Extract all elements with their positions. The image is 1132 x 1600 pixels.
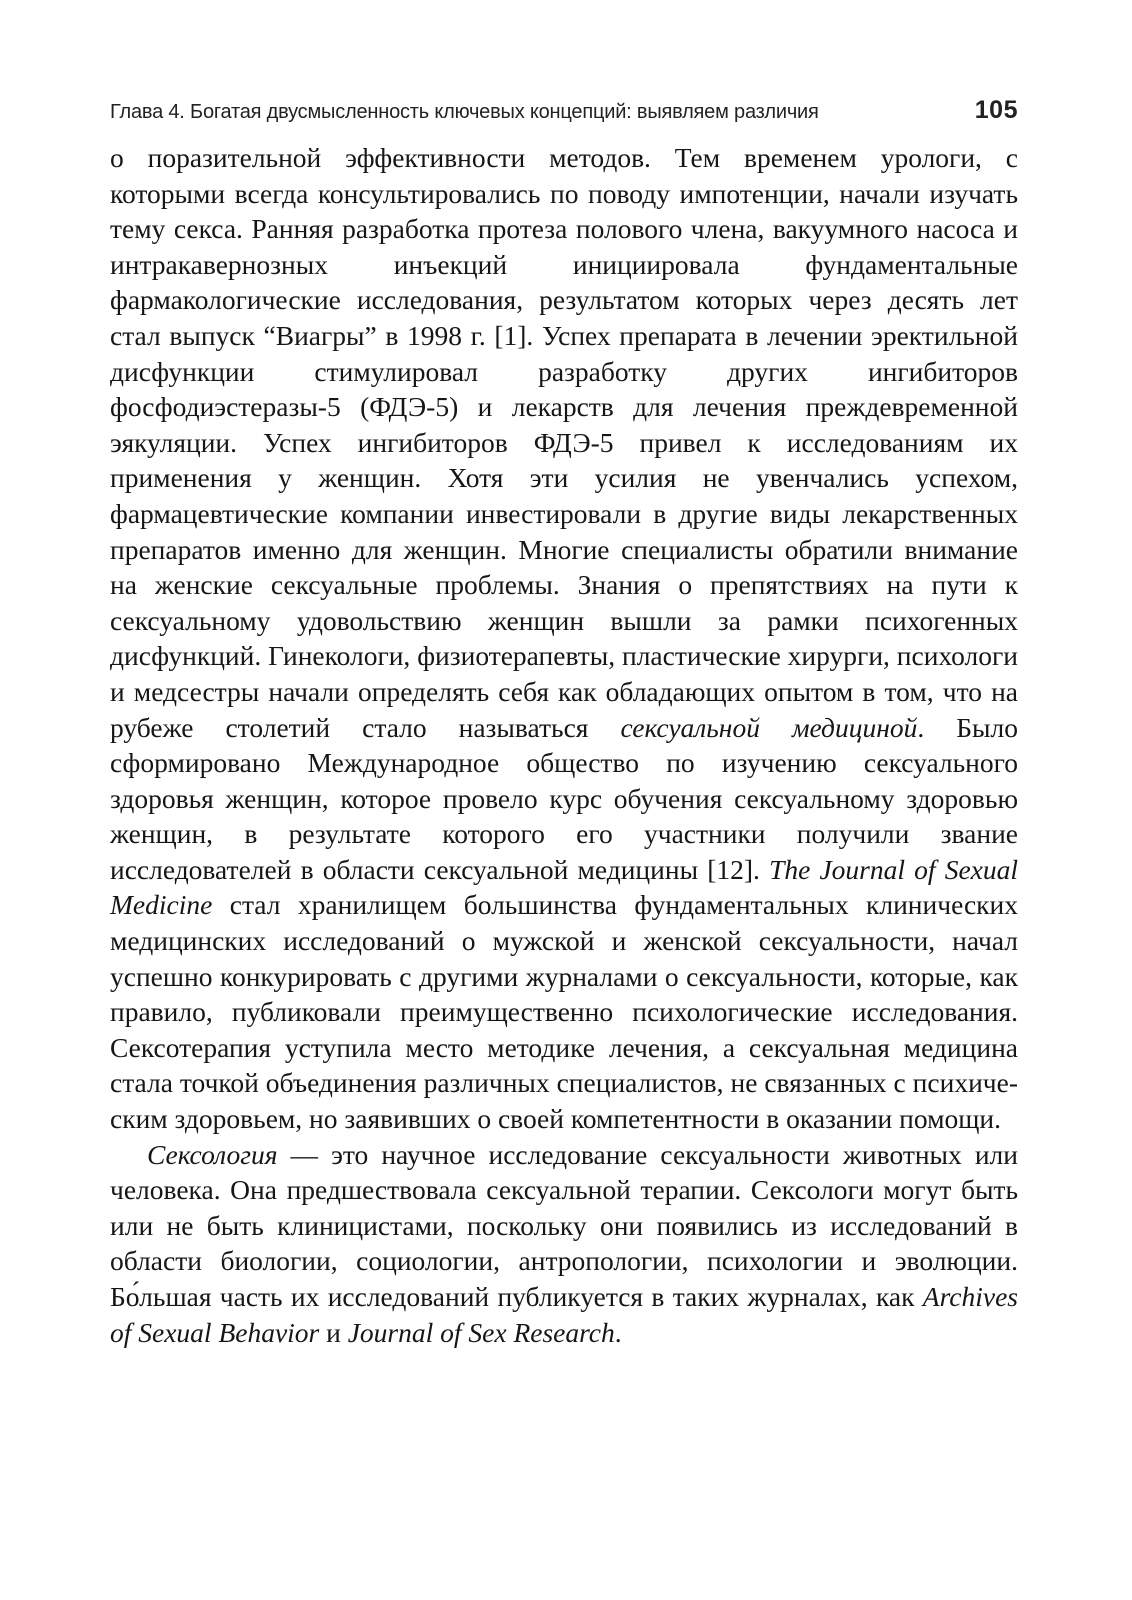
body-text bbox=[110, 140, 1018, 1350]
journal-title: Journal of Sex Research bbox=[347, 1316, 615, 1348]
text-run: стал хранилищем большинства фундаментальных клинических медицинских исследований о мужской и женской сексуальности, начал успешно конкурировать с другими журналами о сексуальности, которые, как правило, публиковали преимущественно психологические исследования. Сексотерапия уступила место методике лечения, а сексуальная медицина стала точкой объединения различных специалистов, не связанных с психическим здоровьем, но заявивших о своей компетентности в оказании помощи. bbox=[110, 889, 1018, 1135]
journal-title: The Journal of Sexual Medicine bbox=[110, 853, 1019, 921]
text-run: . Было сформировано Международное общество по изучению сексуального здоровья женщин, которое провело курс обучения сексуальному здоровью женщин, в результате которого его участники получили звание исследователей в области сексуальной медицины [12]. bbox=[110, 711, 1018, 885]
paragraph bbox=[110, 1137, 1018, 1351]
italic-term: Сексология bbox=[147, 1138, 278, 1170]
running-head bbox=[110, 96, 1018, 128]
paragraph bbox=[110, 140, 1018, 1137]
text-run: . bbox=[614, 1316, 622, 1348]
text-run: и bbox=[319, 1316, 348, 1348]
text-run: — это научное исследование сексуальности животных или человека. Она предшествовала сексуальной терапии. Сексологи могут быть или не быть клиницистами, поскольку они появились из исследований в области биологии, социологии, антропологии, психологии и эволюции. Бо́льшая часть их исследований публикуется в таких журналах, как bbox=[110, 1138, 1018, 1312]
book-page bbox=[110, 96, 1018, 1350]
italic-term: сексуальной медициной bbox=[620, 711, 918, 743]
chapter-title: Глава 4. Богатая двусмысленность ключевых концепций: выявляем различия bbox=[110, 101, 819, 123]
page-number: 105 bbox=[974, 96, 1018, 124]
journal-title: Archives of Sexual Behavior bbox=[110, 1281, 1018, 1348]
text-run: о поразительной эффективности методов. Тем временем урологи, с которыми всегда консультировались по поводу импотенции, начали изучать тему секса. Ранняя разработка протеза полового члена, вакуумного насоса и интракавернозных инъекций инициировала фундаментальные фармакологические исследования, результатом которых через десять лет стал выпуск “Виагры” в 1998 г. [1]. Успех препарата в лечении эректильной дисфункции стимулировал разработку других ингибиторов фосфодиэстеразы-5 (ФДЭ-5) и лекарств для лечения преждевременной эякуляции. Успех ингибиторов ФДЭ-5 привел к исследованиям их применения у женщин. Хотя эти усилия не увенчались успехом, фармацевтические компании инвестировали в другие виды лекарственных препаратов именно для женщин. Многие специалисты обратили внимание на женские сексуальные проблемы. Знания о препятствиях на пути к сексуальному удовольствию женщин вышли за рамки психогенных дисфункций. Гинекологи, физиотерапевты, пластические хирурги, психологи и медсестры начали определять себя как обладающих опытом в том, что на рубеже столетий стало называться bbox=[110, 142, 1018, 743]
